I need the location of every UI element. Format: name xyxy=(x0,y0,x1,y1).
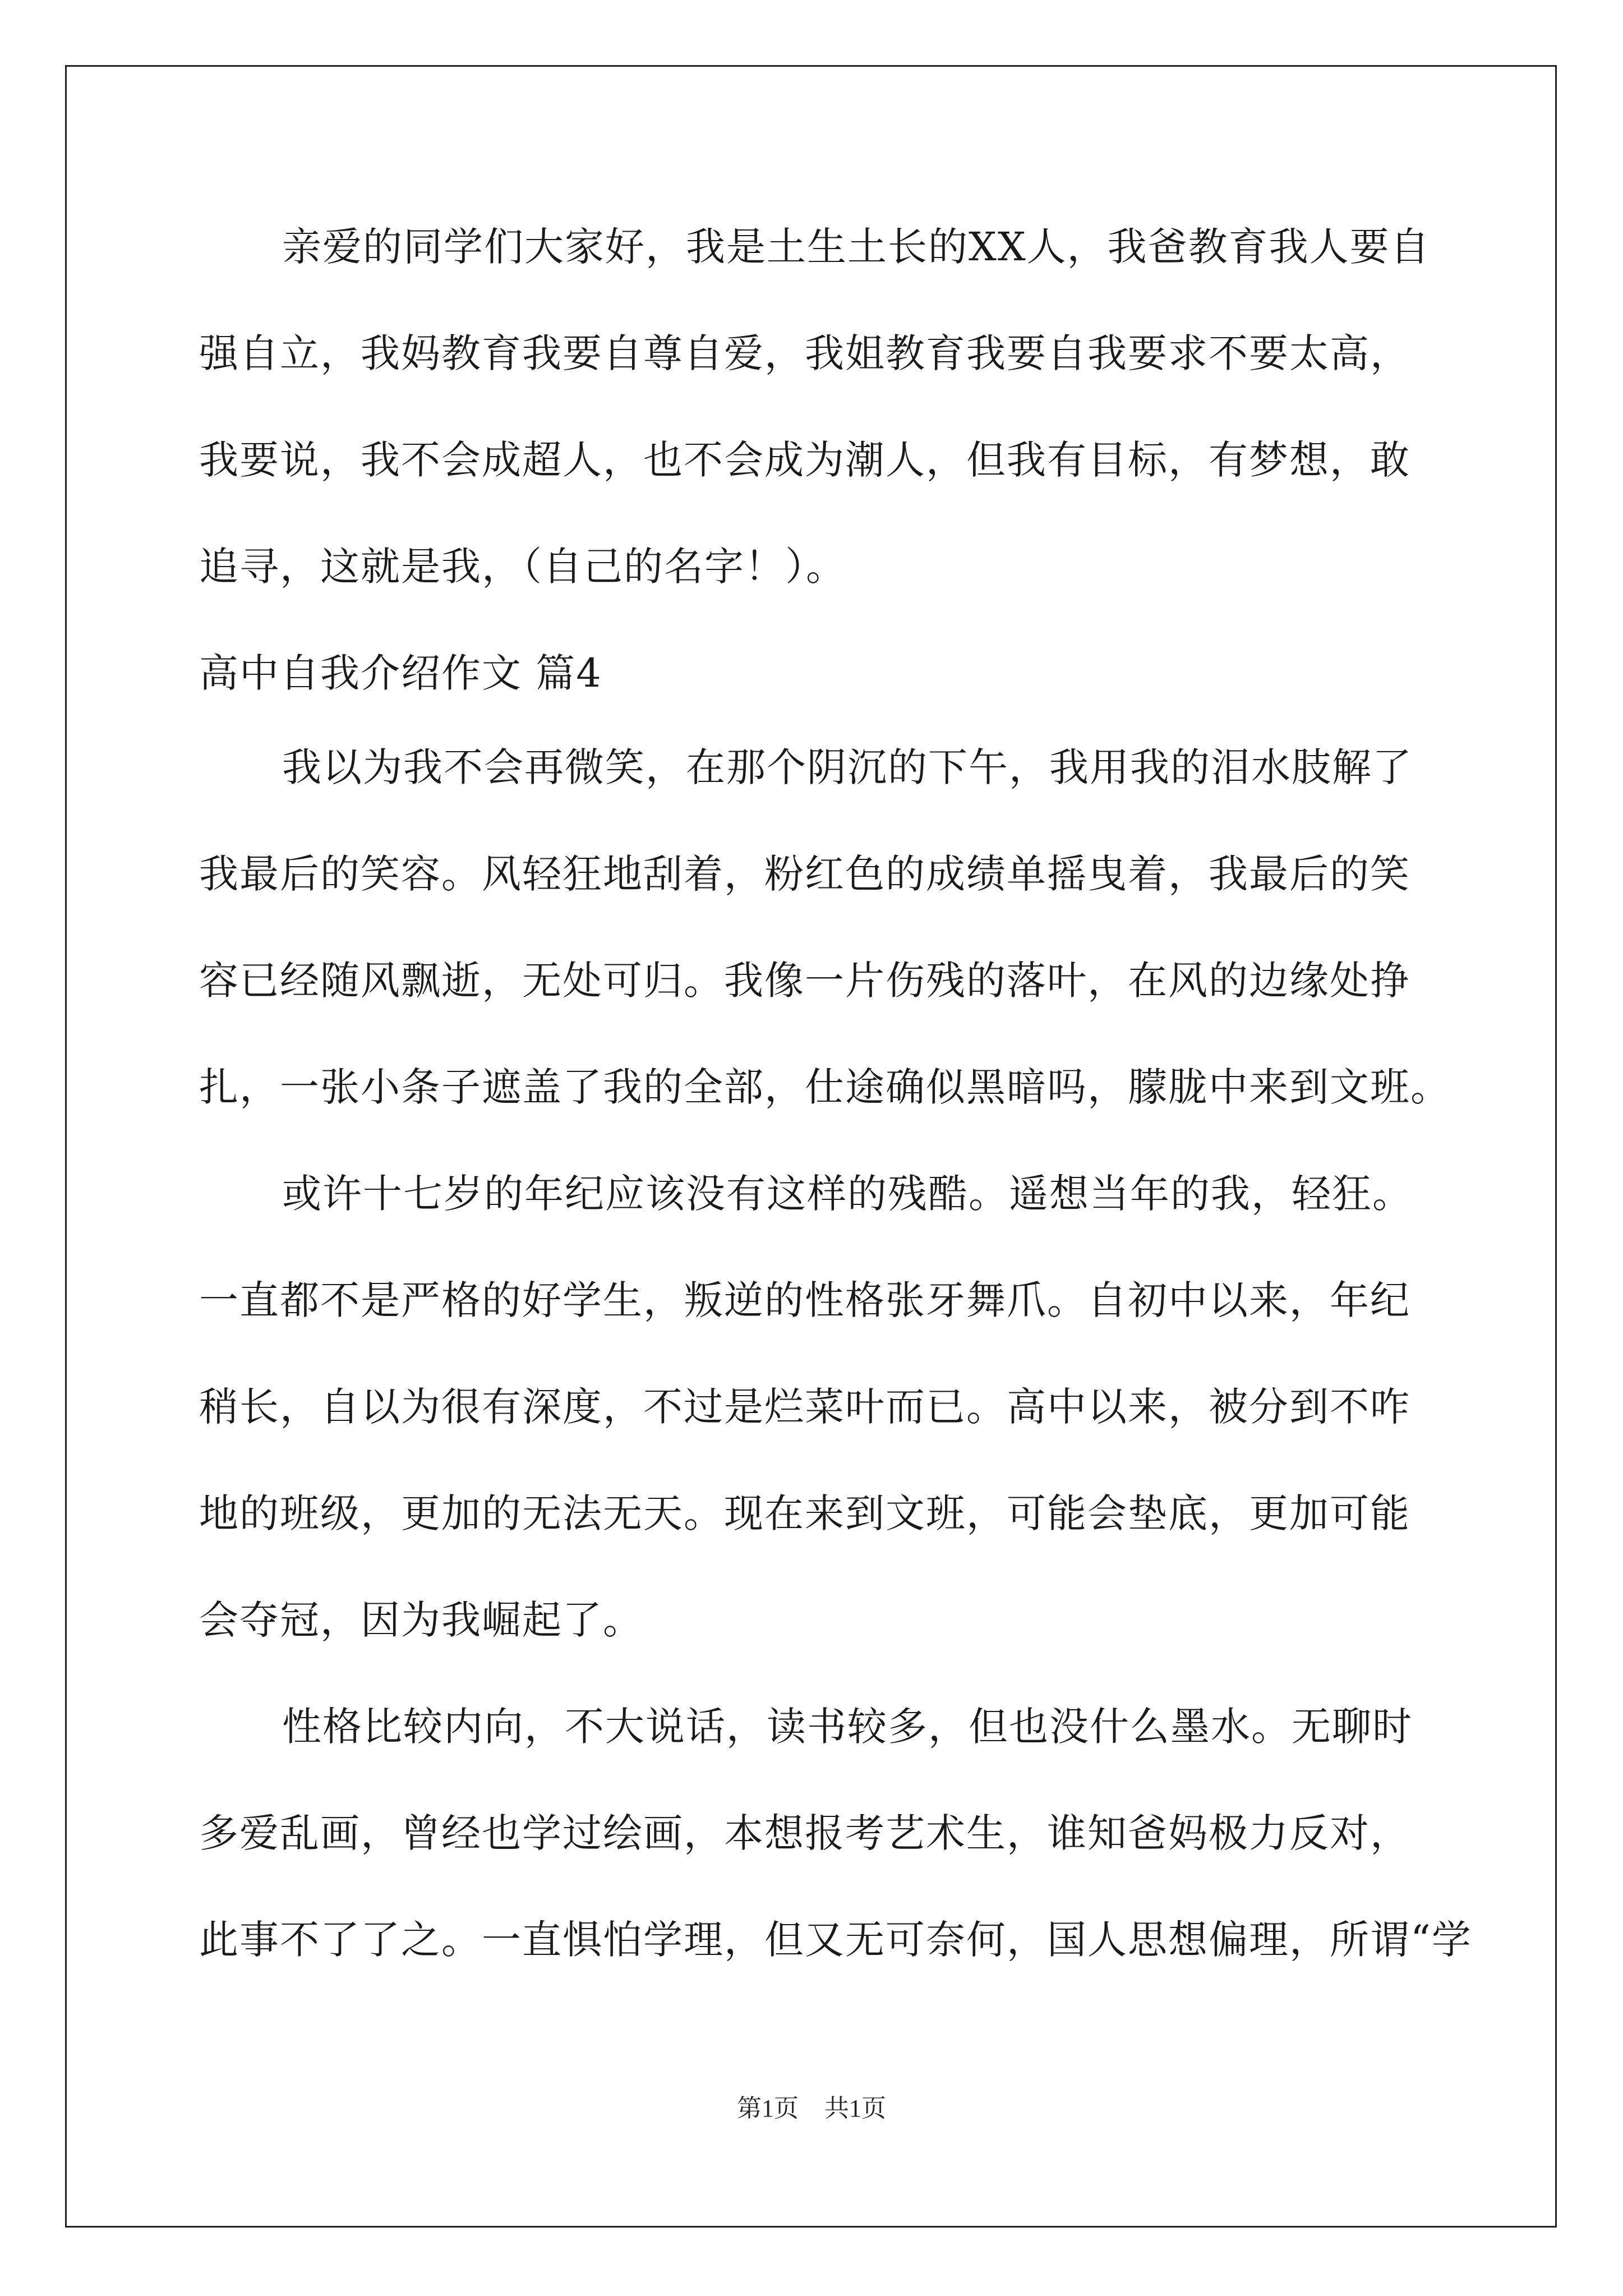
text-line: 我要说，我不会成超人，也不会成为潮人，但我有目标，有梦想，敢 xyxy=(199,437,1410,483)
text-line: 扎，一张小条子遮盖了我的全部，仕途确似黑暗吗，朦胧中来到文班。 xyxy=(199,1064,1451,1110)
page-footer xyxy=(0,2088,1623,2124)
text-line: 我以为我不会再微笑，在那个阴沉的下午，我用我的泪水肢解了 xyxy=(282,744,1413,790)
text-line: 此事不了了之。一直惧怕学理，但又无可奈何，国人思想偏理，所谓“学 xyxy=(199,1917,1472,1963)
paragraph xyxy=(199,213,1431,639)
document-body xyxy=(199,213,1472,2013)
text-line: 地的班级，更加的无法无天。现在来到文班，可能会垫底，更加可能 xyxy=(199,1490,1410,1536)
text-line: 性格比较内向，不大说话，读书较多，但也没什么墨水。无聊时 xyxy=(282,1704,1413,1750)
text-line: 我最后的笑容。风轻狂地刮着，粉红色的成绩单摇曳着，我最后的笑 xyxy=(199,851,1410,897)
text-line: 一直都不是严格的好学生，叛逆的性格张牙舞爪。自初中以来，年纪 xyxy=(199,1277,1410,1323)
paragraph xyxy=(199,1160,1422,1693)
paragraph xyxy=(199,1693,1472,2013)
text-line: 多爱乱画，曾经也学过绘画，本想报考艺术生，谁知爸妈极力反对， xyxy=(199,1810,1410,1856)
page-number: 第1页 xyxy=(737,2095,799,2122)
text-line: 或许十七岁的年纪应该没有这样的残酷。遥想当年的我，轻狂。 xyxy=(282,1171,1413,1217)
text-line: 亲爱的同学们大家好，我是土生土长的XX人，我爸教育我人要自 xyxy=(282,224,1431,270)
section-heading: 高中自我介绍作文 篇4 xyxy=(199,650,602,696)
text-line: 会夺冠，因为我崛起了。 xyxy=(199,1597,643,1643)
text-line: 强自立，我妈教育我要自尊自爱，我姐教育我要自我要求不要太高， xyxy=(199,330,1410,376)
text-line: 追寻，这就是我，（自己的名字！）。 xyxy=(199,544,846,590)
paragraph xyxy=(199,734,1451,1160)
text-line: 稍长，自以为很有深度，不过是烂菜叶而已。高中以来，被分到不咋 xyxy=(199,1384,1410,1430)
page-total: 共1页 xyxy=(824,2095,886,2122)
text-line: 容已经随风飘逝，无处可归。我像一片伤残的落叶，在风的边缘处挣 xyxy=(199,958,1410,1004)
